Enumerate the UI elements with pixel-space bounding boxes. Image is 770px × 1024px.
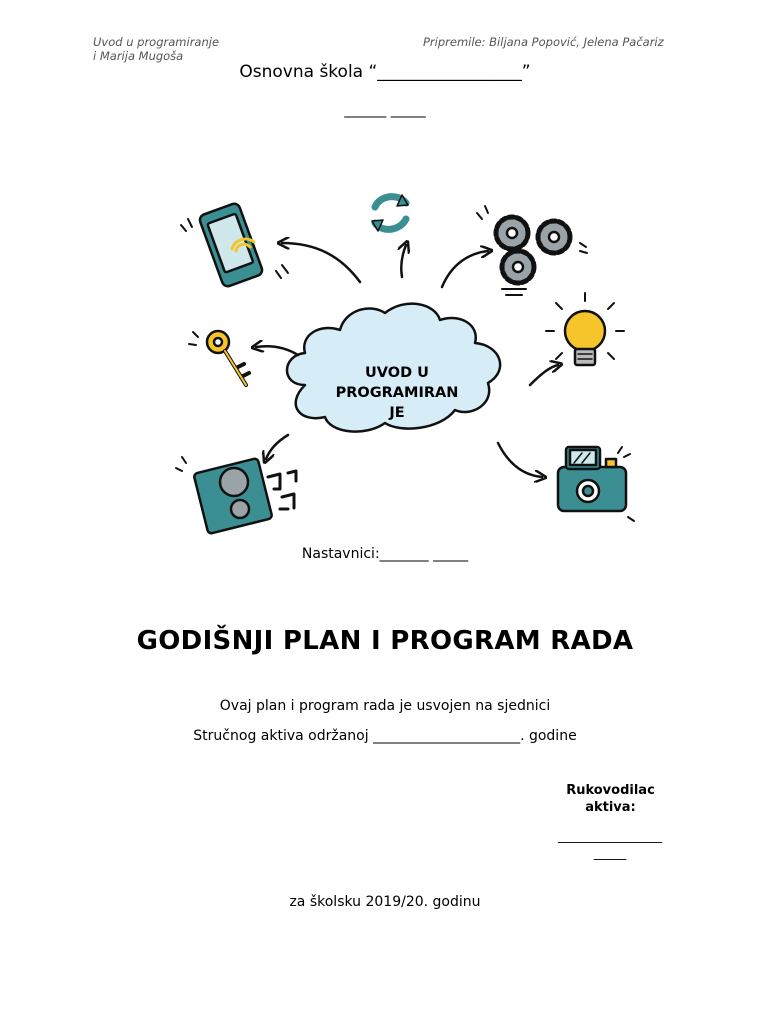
teachers-line: Nastavnici:_______ _____ (301, 546, 469, 562)
signature-line2: _____ (593, 846, 627, 861)
year-blank-line: ______ _____ (344, 102, 426, 118)
head-label-line1: Rukovodilac (566, 783, 655, 798)
signature-line1: ________________ (558, 829, 662, 844)
cloud-label-line: PROGRAMIRAN (335, 385, 459, 401)
adoption-note-line2: Stručnog aktiva održanoj _____________________. godine (193, 728, 577, 744)
header-left-line1: Uvod u programiranje (93, 35, 220, 49)
speaker-icon (176, 457, 273, 534)
header-left-line2: i Marija Mugoša (93, 49, 184, 63)
head-label-line2: aktiva: (585, 800, 636, 815)
signature-line (540, 828, 680, 862)
school-name-line: Osnovna škola “_________________” (239, 62, 531, 82)
cloud-label-line: JE (389, 405, 405, 421)
lightbulb-icon (546, 293, 624, 365)
camera-icon (558, 447, 634, 521)
header-left (93, 35, 219, 63)
school-year-line: za školsku 2019/20. godinu (289, 894, 481, 910)
programming-illustration (170, 185, 640, 535)
head-of-department-label (548, 782, 673, 816)
refresh-icon (372, 195, 408, 231)
music-notes-icon (268, 471, 296, 509)
smartphone-icon (181, 202, 288, 288)
document-title: GODIŠNJI PLAN I PROGRAM RADA (136, 626, 634, 656)
adoption-note-line1: Ovaj plan i program rada je usvojen na sjednici (219, 698, 551, 714)
cloud-label (322, 363, 472, 423)
key-icon (189, 331, 249, 385)
cloud-label-line: UVOD U (365, 365, 429, 381)
header-right: Pripremile: Biljana Popović, Jelena Pačariz (423, 35, 664, 49)
gears-icon (477, 206, 587, 295)
